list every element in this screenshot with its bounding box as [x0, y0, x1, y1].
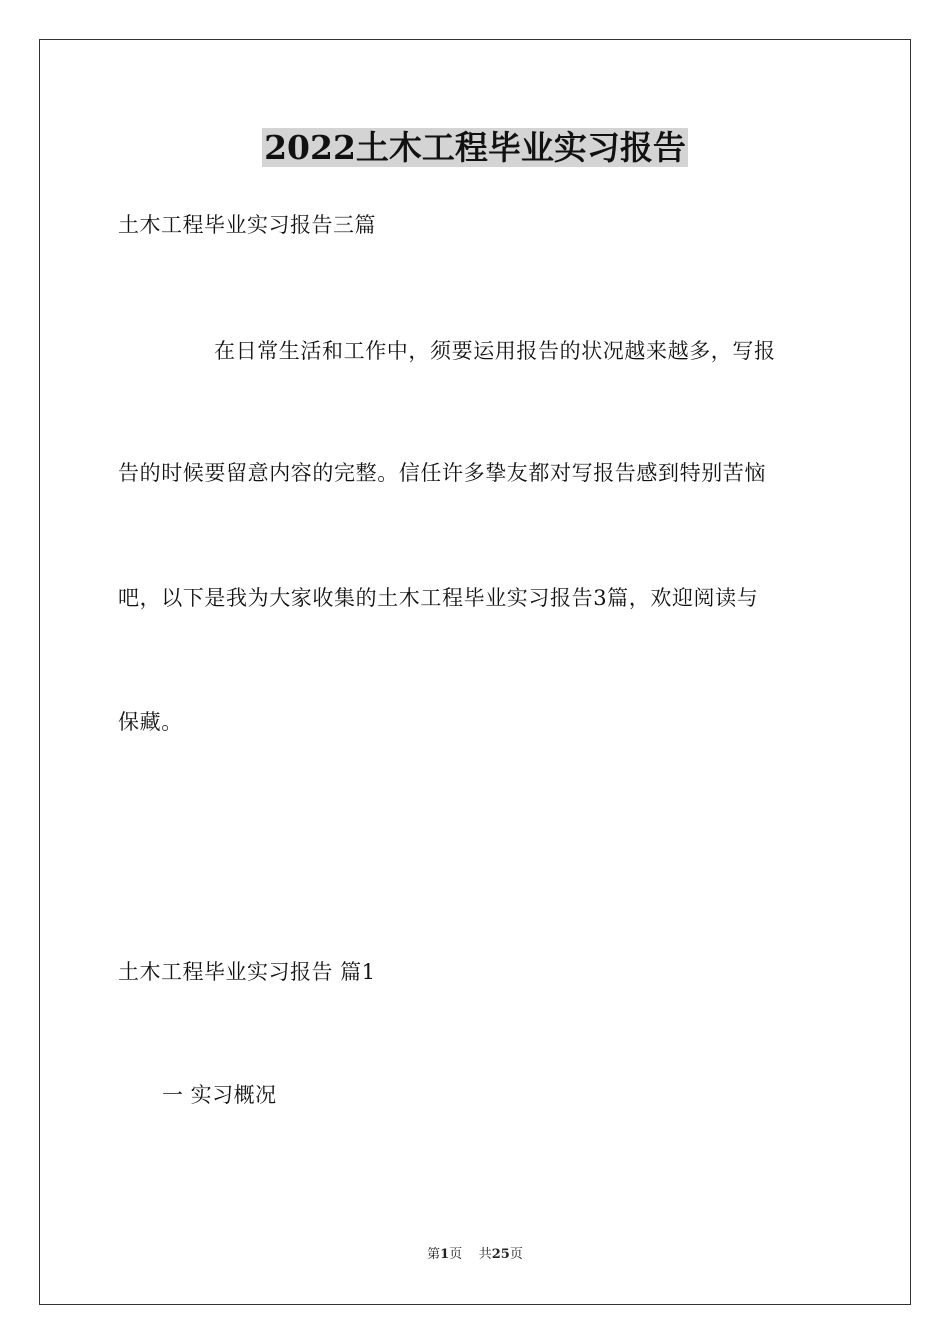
- subsection-heading: 一 实习概况: [162, 1083, 277, 1107]
- total-suffix: 页: [509, 1247, 523, 1262]
- section-heading: 土木工程毕业实习报告 篇1: [118, 960, 376, 984]
- page-suffix: 页: [449, 1247, 463, 1262]
- total-pages: 25: [491, 1247, 510, 1262]
- intro-line-4: 保藏。: [118, 710, 183, 734]
- intro-line-2: 告的时候要留意内容的完整。信任许多挚友都对写报告感到特别苦恼: [118, 461, 766, 485]
- page-number: 1: [440, 1247, 450, 1262]
- total-prefix: 共: [478, 1247, 492, 1262]
- intro-line-3: 吧，以下是我为大家收集的土木工程毕业实习报告3篇，欢迎阅读与: [118, 586, 759, 610]
- page-prefix: 第: [427, 1247, 441, 1262]
- document-title-text: 2022土木工程毕业实习报告: [264, 128, 686, 167]
- page-footer: [0, 1246, 950, 1264]
- intro-line-1: 在日常生活和工作中，须要运用报告的状况越来越多，写报: [214, 339, 776, 363]
- document-subtitle: 土木工程毕业实习报告三篇: [118, 213, 376, 237]
- document-title: [0, 128, 950, 168]
